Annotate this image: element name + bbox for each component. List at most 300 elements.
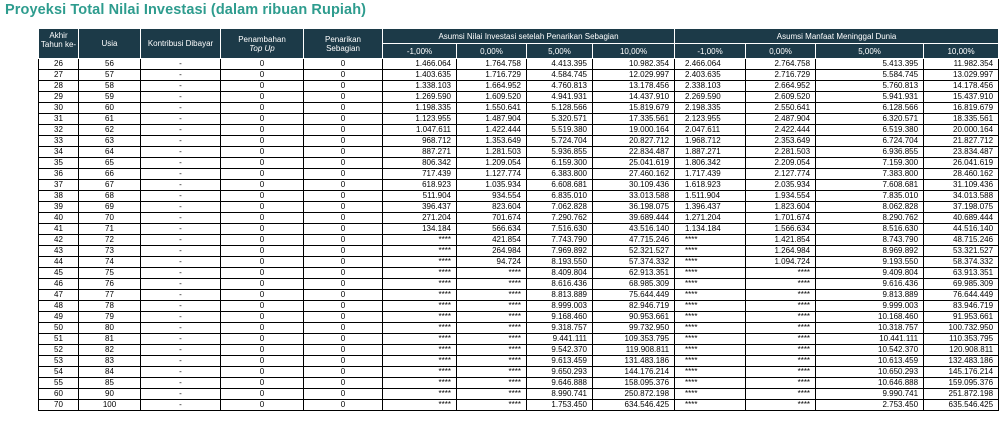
cell-penarikan: 0	[304, 367, 383, 378]
cell-inv-10: 22.834.487	[593, 147, 675, 158]
cell-inv-10: 99.732.950	[593, 323, 675, 334]
header-group-investasi: Asumsi Nilai Investasi setelah Penarikan Sebagian	[383, 29, 675, 44]
cell-mdu-5: 9.409.804	[816, 268, 924, 279]
cell-mdu-0: ****	[746, 378, 816, 389]
cell-penarikan: 0	[304, 301, 383, 312]
cell-kontribusi: -	[141, 147, 221, 158]
cell-akhir-tahun: 34	[39, 147, 79, 158]
cell-topup: 0	[221, 191, 304, 202]
header-usia: Usia	[79, 29, 141, 59]
cell-inv-minus1: ****	[383, 378, 457, 389]
cell-usia: 79	[79, 312, 141, 323]
cell-akhir-tahun: 37	[39, 180, 79, 191]
cell-inv-5: 8.616.436	[527, 279, 593, 290]
cell-usia: 69	[79, 202, 141, 213]
cell-usia: 57	[79, 70, 141, 81]
cell-inv-minus1: 887.271	[383, 147, 457, 158]
cell-mdu-5: 9.999.003	[816, 301, 924, 312]
cell-mdu-5: 8.516.630	[816, 224, 924, 235]
cell-inv-10: 36.198.075	[593, 202, 675, 213]
cell-akhir-tahun: 49	[39, 312, 79, 323]
cell-inv-0: 1.550.641	[457, 103, 527, 114]
cell-mdu-10: 34.013.588	[924, 191, 999, 202]
cell-mdu-10: 18.335.561	[924, 114, 999, 125]
cell-penarikan: 0	[304, 257, 383, 268]
table-row	[39, 323, 999, 334]
cell-mdu-minus1: 2.269.590	[675, 92, 746, 103]
cell-usia: 56	[79, 59, 141, 70]
cell-mdu-minus1: ****	[675, 312, 746, 323]
cell-inv-0: 421.854	[457, 235, 527, 246]
cell-mdu-5: 7.608.681	[816, 180, 924, 191]
cell-inv-0: 823.604	[457, 202, 527, 213]
cell-penarikan: 0	[304, 356, 383, 367]
cell-mdu-10: 13.029.997	[924, 70, 999, 81]
cell-penarikan: 0	[304, 213, 383, 224]
cell-inv-10: 33.013.588	[593, 191, 675, 202]
table-row	[39, 235, 999, 246]
cell-penarikan: 0	[304, 103, 383, 114]
cell-mdu-5: 10.646.888	[816, 378, 924, 389]
cell-inv-10: 25.041.619	[593, 158, 675, 169]
cell-topup: 0	[221, 334, 304, 345]
cell-kontribusi: -	[141, 257, 221, 268]
cell-inv-minus1: ****	[383, 356, 457, 367]
cell-mdu-5: 9.813.889	[816, 290, 924, 301]
cell-mdu-minus1: 2.047.611	[675, 125, 746, 136]
cell-mdu-0: ****	[746, 312, 816, 323]
cell-akhir-tahun: 30	[39, 103, 79, 114]
table-row	[39, 400, 999, 411]
cell-akhir-tahun: 53	[39, 356, 79, 367]
cell-kontribusi: -	[141, 125, 221, 136]
cell-inv-minus1: ****	[383, 345, 457, 356]
header-inv-rate-2: 0,00%	[457, 44, 527, 59]
cell-akhir-tahun: 52	[39, 345, 79, 356]
cell-mdu-0: ****	[746, 356, 816, 367]
cell-inv-minus1: ****	[383, 279, 457, 290]
cell-mdu-0: 1.264.984	[746, 246, 816, 257]
table-row	[39, 378, 999, 389]
cell-mdu-10: 159.095.376	[924, 378, 999, 389]
header-mdu-rate-3: 5,00%	[816, 44, 924, 59]
cell-mdu-minus1: ****	[675, 323, 746, 334]
cell-akhir-tahun: 36	[39, 169, 79, 180]
cell-topup: 0	[221, 268, 304, 279]
cell-akhir-tahun: 54	[39, 367, 79, 378]
cell-mdu-minus1: ****	[675, 367, 746, 378]
cell-akhir-tahun: 28	[39, 81, 79, 92]
cell-mdu-minus1: 1.806.342	[675, 158, 746, 169]
header-kontribusi: Kontribusi Dibayar	[141, 29, 221, 59]
cell-penarikan: 0	[304, 125, 383, 136]
header-group-manfaat: Asumsi Manfaat Meninggal Dunia	[675, 29, 999, 44]
cell-inv-10: 82.946.719	[593, 301, 675, 312]
cell-mdu-0: ****	[746, 389, 816, 400]
cell-mdu-minus1: 2.198.335	[675, 103, 746, 114]
cell-penarikan: 0	[304, 268, 383, 279]
header-mdu-rate-4: 10,00%	[924, 44, 999, 59]
cell-mdu-5: 7.159.300	[816, 158, 924, 169]
cell-mdu-minus1: ****	[675, 246, 746, 257]
cell-mdu-0: 2.664.952	[746, 81, 816, 92]
cell-usia: 80	[79, 323, 141, 334]
cell-usia: 100	[79, 400, 141, 411]
cell-penarikan: 0	[304, 92, 383, 103]
cell-mdu-5: 6.128.566	[816, 103, 924, 114]
cell-inv-0: ****	[457, 389, 527, 400]
cell-kontribusi: -	[141, 70, 221, 81]
cell-mdu-10: 110.353.795	[924, 334, 999, 345]
cell-mdu-minus1: ****	[675, 268, 746, 279]
cell-inv-minus1: ****	[383, 268, 457, 279]
cell-inv-5: 6.383.800	[527, 169, 593, 180]
cell-inv-5: 9.441.111	[527, 334, 593, 345]
cell-usia: 77	[79, 290, 141, 301]
cell-inv-minus1: ****	[383, 301, 457, 312]
cell-mdu-0: 2.127.774	[746, 169, 816, 180]
cell-inv-5: 8.990.741	[527, 389, 593, 400]
cell-topup: 0	[221, 158, 304, 169]
table-row	[39, 312, 999, 323]
cell-topup: 0	[221, 389, 304, 400]
cell-mdu-0: 1.094.724	[746, 257, 816, 268]
cell-inv-5: 6.159.300	[527, 158, 593, 169]
cell-inv-minus1: ****	[383, 290, 457, 301]
cell-kontribusi: -	[141, 246, 221, 257]
cell-inv-minus1: ****	[383, 389, 457, 400]
cell-inv-0: 1.353.649	[457, 136, 527, 147]
cell-mdu-5: 10.542.370	[816, 345, 924, 356]
cell-inv-minus1: 134.184	[383, 224, 457, 235]
header-inv-rate-1: -1,00%	[383, 44, 457, 59]
cell-kontribusi: -	[141, 136, 221, 147]
header-inv-rate-4: 10,00%	[593, 44, 675, 59]
cell-mdu-5: 5.760.813	[816, 81, 924, 92]
cell-kontribusi: -	[141, 323, 221, 334]
cell-inv-0: 94.724	[457, 257, 527, 268]
cell-usia: 72	[79, 235, 141, 246]
cell-inv-5: 9.613.459	[527, 356, 593, 367]
cell-inv-0: ****	[457, 400, 527, 411]
cell-inv-0: 1.209.054	[457, 158, 527, 169]
cell-usia: 66	[79, 169, 141, 180]
cell-mdu-5: 9.616.436	[816, 279, 924, 290]
cell-penarikan: 0	[304, 158, 383, 169]
cell-mdu-5: 10.650.293	[816, 367, 924, 378]
table-row	[39, 158, 999, 169]
cell-mdu-10: 145.176.214	[924, 367, 999, 378]
cell-topup: 0	[221, 257, 304, 268]
cell-inv-10: 75.644.449	[593, 290, 675, 301]
cell-inv-10: 634.546.425	[593, 400, 675, 411]
cell-mdu-10: 100.732.950	[924, 323, 999, 334]
cell-penarikan: 0	[304, 202, 383, 213]
cell-inv-5: 5.519.380	[527, 125, 593, 136]
cell-inv-0: ****	[457, 301, 527, 312]
cell-inv-5: 4.584.745	[527, 70, 593, 81]
cell-mdu-5: 5.584.745	[816, 70, 924, 81]
cell-mdu-5: 8.290.762	[816, 213, 924, 224]
cell-inv-minus1: ****	[383, 400, 457, 411]
cell-kontribusi: -	[141, 180, 221, 191]
cell-inv-5: 7.743.790	[527, 235, 593, 246]
cell-usia: 62	[79, 125, 141, 136]
cell-inv-10: 17.335.561	[593, 114, 675, 125]
table-row	[39, 92, 999, 103]
cell-inv-minus1: 1.338.103	[383, 81, 457, 92]
cell-kontribusi: -	[141, 191, 221, 202]
cell-inv-5: 8.813.889	[527, 290, 593, 301]
cell-inv-10: 14.437.910	[593, 92, 675, 103]
cell-kontribusi: -	[141, 114, 221, 125]
cell-akhir-tahun: 45	[39, 268, 79, 279]
cell-inv-5: 7.969.892	[527, 246, 593, 257]
cell-mdu-10: 14.178.456	[924, 81, 999, 92]
cell-inv-0: ****	[457, 279, 527, 290]
cell-mdu-minus1: 1.618.923	[675, 180, 746, 191]
cell-usia: 70	[79, 213, 141, 224]
cell-mdu-10: 63.913.351	[924, 268, 999, 279]
cell-inv-5: 1.753.450	[527, 400, 593, 411]
cell-inv-5: 5.936.855	[527, 147, 593, 158]
cell-mdu-10: 11.982.354	[924, 59, 999, 70]
cell-usia: 83	[79, 356, 141, 367]
cell-mdu-minus1: ****	[675, 345, 746, 356]
cell-penarikan: 0	[304, 169, 383, 180]
cell-inv-minus1: 271.204	[383, 213, 457, 224]
cell-mdu-5: 10.168.460	[816, 312, 924, 323]
table-row	[39, 356, 999, 367]
cell-inv-0: 1.609.520	[457, 92, 527, 103]
cell-kontribusi: -	[141, 378, 221, 389]
cell-inv-10: 30.109.436	[593, 180, 675, 191]
cell-inv-0: 1.487.904	[457, 114, 527, 125]
cell-usia: 74	[79, 257, 141, 268]
cell-inv-10: 47.715.246	[593, 235, 675, 246]
cell-usia: 81	[79, 334, 141, 345]
cell-mdu-10: 69.985.309	[924, 279, 999, 290]
cell-penarikan: 0	[304, 191, 383, 202]
cell-inv-5: 4.760.813	[527, 81, 593, 92]
cell-inv-10: 158.095.376	[593, 378, 675, 389]
cell-mdu-10: 15.437.910	[924, 92, 999, 103]
cell-akhir-tahun: 33	[39, 136, 79, 147]
cell-inv-0: ****	[457, 378, 527, 389]
cell-inv-0: 1.127.774	[457, 169, 527, 180]
cell-mdu-0: ****	[746, 268, 816, 279]
cell-inv-5: 9.542.370	[527, 345, 593, 356]
cell-mdu-minus1: 1.134.184	[675, 224, 746, 235]
cell-mdu-5: 5.413.395	[816, 59, 924, 70]
cell-usia: 65	[79, 158, 141, 169]
cell-inv-10: 57.374.332	[593, 257, 675, 268]
cell-usia: 68	[79, 191, 141, 202]
cell-penarikan: 0	[304, 59, 383, 70]
cell-mdu-10: 44.516.140	[924, 224, 999, 235]
table-row	[39, 125, 999, 136]
cell-mdu-5: 5.941.931	[816, 92, 924, 103]
cell-inv-5: 7.290.762	[527, 213, 593, 224]
cell-usia: 61	[79, 114, 141, 125]
table-row	[39, 334, 999, 345]
cell-mdu-5: 7.383.800	[816, 169, 924, 180]
table-body	[39, 59, 999, 411]
cell-akhir-tahun: 44	[39, 257, 79, 268]
cell-inv-minus1: 1.198.335	[383, 103, 457, 114]
cell-mdu-5: 6.519.380	[816, 125, 924, 136]
cell-inv-0: 1.664.952	[457, 81, 527, 92]
cell-inv-10: 43.516.140	[593, 224, 675, 235]
cell-inv-minus1: ****	[383, 323, 457, 334]
cell-inv-0: 1.281.503	[457, 147, 527, 158]
cell-kontribusi: -	[141, 59, 221, 70]
cell-mdu-5: 7.835.010	[816, 191, 924, 202]
cell-akhir-tahun: 27	[39, 70, 79, 81]
cell-mdu-10: 28.460.162	[924, 169, 999, 180]
cell-mdu-0: 2.764.758	[746, 59, 816, 70]
cell-penarikan: 0	[304, 114, 383, 125]
cell-mdu-10: 26.041.619	[924, 158, 999, 169]
cell-penarikan: 0	[304, 400, 383, 411]
cell-inv-5: 9.318.757	[527, 323, 593, 334]
cell-mdu-minus1: 1.271.204	[675, 213, 746, 224]
cell-inv-0: ****	[457, 268, 527, 279]
cell-inv-minus1: 1.269.590	[383, 92, 457, 103]
cell-akhir-tahun: 48	[39, 301, 79, 312]
cell-topup: 0	[221, 279, 304, 290]
table-row	[39, 345, 999, 356]
table-row	[39, 202, 999, 213]
cell-penarikan: 0	[304, 290, 383, 301]
cell-mdu-0: 2.353.649	[746, 136, 816, 147]
cell-inv-10: 13.178.456	[593, 81, 675, 92]
header-topup	[221, 29, 304, 59]
cell-inv-minus1: ****	[383, 334, 457, 345]
cell-kontribusi: -	[141, 279, 221, 290]
cell-mdu-10: 83.946.719	[924, 301, 999, 312]
cell-inv-5: 8.193.550	[527, 257, 593, 268]
cell-inv-10: 131.483.186	[593, 356, 675, 367]
cell-mdu-10: 23.834.487	[924, 147, 999, 158]
cell-inv-5: 4.941.931	[527, 92, 593, 103]
cell-inv-minus1: ****	[383, 246, 457, 257]
cell-penarikan: 0	[304, 180, 383, 191]
cell-mdu-minus1: 1.511.904	[675, 191, 746, 202]
cell-inv-minus1: 1.047.611	[383, 125, 457, 136]
cell-usia: 76	[79, 279, 141, 290]
cell-inv-5: 9.646.888	[527, 378, 593, 389]
cell-mdu-minus1: ****	[675, 334, 746, 345]
cell-inv-10: 90.953.661	[593, 312, 675, 323]
cell-akhir-tahun: 41	[39, 224, 79, 235]
cell-kontribusi: -	[141, 312, 221, 323]
cell-mdu-minus1: ****	[675, 378, 746, 389]
cell-kontribusi: -	[141, 158, 221, 169]
cell-mdu-10: 48.715.246	[924, 235, 999, 246]
cell-topup: 0	[221, 114, 304, 125]
cell-inv-minus1: 806.342	[383, 158, 457, 169]
cell-mdu-minus1: 2.338.103	[675, 81, 746, 92]
table-row	[39, 367, 999, 378]
header-penarikan-line1: Penarikan	[324, 34, 362, 44]
cell-kontribusi: -	[141, 290, 221, 301]
cell-inv-10: 68.985.309	[593, 279, 675, 290]
cell-inv-minus1: 1.466.064	[383, 59, 457, 70]
cell-mdu-minus1: 1.396.437	[675, 202, 746, 213]
cell-inv-10: 52.321.527	[593, 246, 675, 257]
cell-topup: 0	[221, 378, 304, 389]
cell-mdu-10: 635.546.425	[924, 400, 999, 411]
cell-mdu-minus1: 1.887.271	[675, 147, 746, 158]
cell-mdu-minus1: ****	[675, 290, 746, 301]
table-row	[39, 279, 999, 290]
cell-inv-5: 8.409.804	[527, 268, 593, 279]
cell-inv-0: ****	[457, 323, 527, 334]
cell-penarikan: 0	[304, 224, 383, 235]
cell-usia: 60	[79, 103, 141, 114]
cell-mdu-0: 1.421.854	[746, 235, 816, 246]
table-row	[39, 103, 999, 114]
cell-penarikan: 0	[304, 279, 383, 290]
table-row	[39, 147, 999, 158]
cell-akhir-tahun: 43	[39, 246, 79, 257]
cell-inv-5: 6.835.010	[527, 191, 593, 202]
cell-kontribusi: -	[141, 92, 221, 103]
cell-inv-10: 20.827.712	[593, 136, 675, 147]
cell-inv-5: 7.516.630	[527, 224, 593, 235]
cell-mdu-5: 8.062.828	[816, 202, 924, 213]
cell-mdu-5: 2.753.450	[816, 400, 924, 411]
cell-mdu-0: 1.823.604	[746, 202, 816, 213]
cell-akhir-tahun: 51	[39, 334, 79, 345]
cell-mdu-0: ****	[746, 323, 816, 334]
header-akhir-tahun: Akhir Tahun ke-	[39, 29, 79, 59]
table-row	[39, 180, 999, 191]
cell-akhir-tahun: 50	[39, 323, 79, 334]
cell-inv-0: 934.554	[457, 191, 527, 202]
table-row	[39, 268, 999, 279]
cell-usia: 84	[79, 367, 141, 378]
table-row	[39, 114, 999, 125]
cell-mdu-0: 2.035.934	[746, 180, 816, 191]
cell-mdu-5: 10.318.757	[816, 323, 924, 334]
cell-inv-0: 566.634	[457, 224, 527, 235]
cell-mdu-minus1: ****	[675, 235, 746, 246]
cell-kontribusi: -	[141, 334, 221, 345]
cell-inv-0: ****	[457, 345, 527, 356]
cell-inv-5: 8.999.003	[527, 301, 593, 312]
cell-mdu-minus1: ****	[675, 279, 746, 290]
table-row	[39, 389, 999, 400]
cell-usia: 78	[79, 301, 141, 312]
cell-topup: 0	[221, 290, 304, 301]
cell-usia: 75	[79, 268, 141, 279]
cell-inv-0: 701.674	[457, 213, 527, 224]
cell-mdu-0: ****	[746, 301, 816, 312]
cell-mdu-5: 9.990.741	[816, 389, 924, 400]
table-row	[39, 213, 999, 224]
table-row	[39, 59, 999, 70]
cell-mdu-10: 251.872.198	[924, 389, 999, 400]
table-row	[39, 224, 999, 235]
cell-mdu-minus1: 1.717.439	[675, 169, 746, 180]
cell-mdu-0: ****	[746, 345, 816, 356]
cell-kontribusi: -	[141, 202, 221, 213]
cell-penarikan: 0	[304, 389, 383, 400]
table-row	[39, 301, 999, 312]
cell-kontribusi: -	[141, 389, 221, 400]
